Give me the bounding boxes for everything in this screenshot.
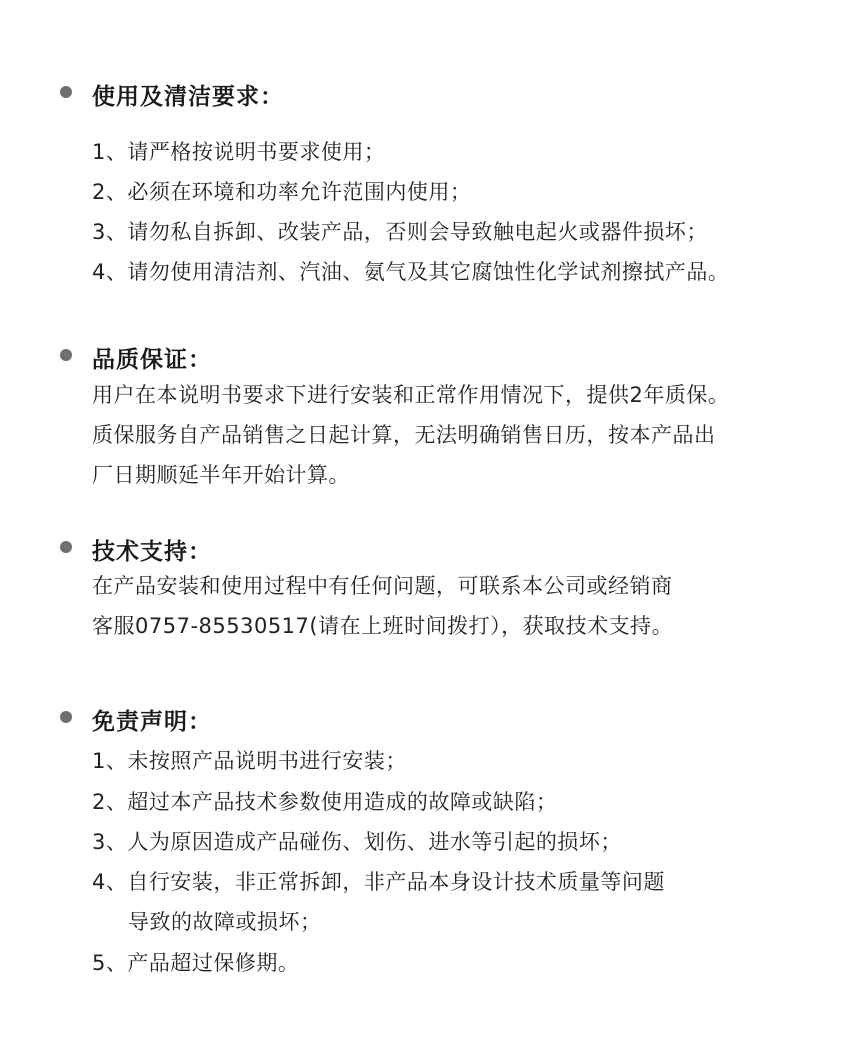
bullet-icon	[60, 349, 72, 361]
list-item: 1、未按照产品说明书进行安装；	[92, 749, 407, 773]
paragraph-line: 在产品安装和使用过程中有任何问题，可联系本公司或经销商	[92, 574, 673, 598]
bullet-icon	[60, 711, 72, 723]
list-item: 3、请勿私自拆卸、改装产品，否则会导致触电起火或器件损坏；	[92, 220, 708, 244]
paragraph-line: 质保服务自产品销售之日起计算，无法明确销售日历，按本产品出	[92, 423, 716, 447]
list-item: 4、自行安装，非正常拆卸，非产品本身设计技术质量等问题	[92, 870, 665, 894]
paragraph-line: 客服0757-85530517(请在上班时间拨打），获取技术支持。	[92, 614, 674, 638]
section-heading: 技术支持：	[92, 539, 212, 565]
list-item: 1、请严格按说明书要求使用；	[92, 140, 386, 164]
list-item: 4、请勿使用清洁剂、汽油、氨气及其它腐蚀性化学试剂擦拭产品。	[92, 260, 730, 284]
list-item: 3、人为原因造成产品碰伤、划伤、进水等引起的损坏；	[92, 830, 622, 854]
list-item-continuation: 导致的故障或损坏；	[128, 910, 322, 934]
list-item: 2、超过本产品技术参数使用造成的故障或缺陷；	[92, 790, 558, 814]
bullet-icon	[60, 86, 72, 98]
bullet-icon	[60, 541, 72, 553]
paragraph-line: 厂日期顺延半年开始计算。	[92, 463, 350, 487]
list-item: 2、必须在环境和功率允许范围内使用；	[92, 180, 472, 204]
section-heading: 免责声明：	[92, 709, 212, 735]
section-heading: 品质保证：	[92, 347, 212, 373]
section-heading: 使用及清洁要求：	[92, 84, 284, 110]
list-item: 5、产品超过保修期。	[92, 951, 300, 975]
paragraph-line: 用户在本说明书要求下进行安装和正常作用情况下，提供2年质保。	[92, 383, 730, 407]
